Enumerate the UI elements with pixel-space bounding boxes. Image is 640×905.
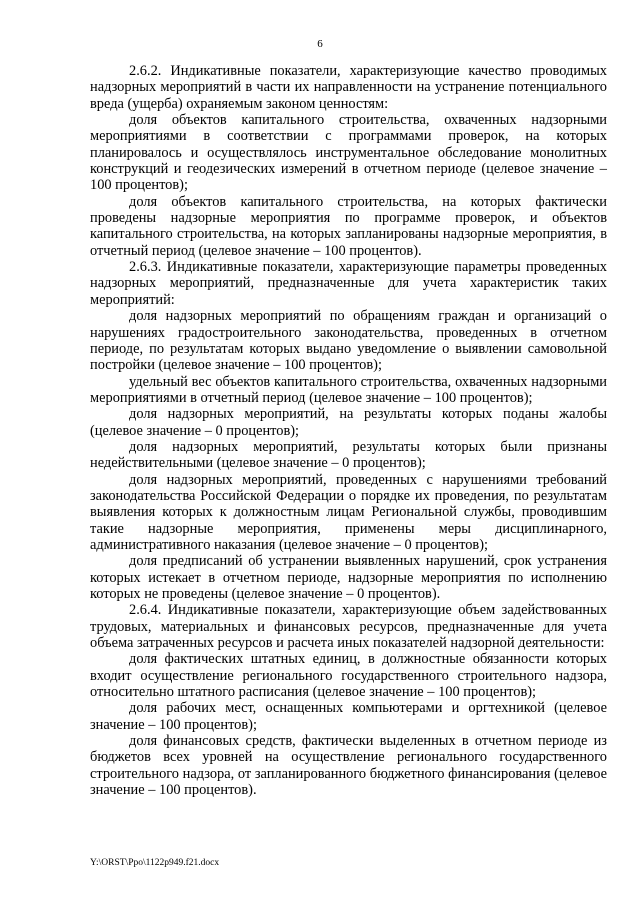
- section-2-6-2-heading: 2.6.2. Индикативные показатели, характеризующие качество проводимых надзорных мероприятий в части их направленности на устранение потенциального вреда (ущерба) охраняемым законом ценностям:: [90, 63, 607, 112]
- indicator-item: доля надзорных мероприятий, результаты которых были признаны недействительными (целевое значение – 0 процентов);: [90, 438, 607, 472]
- indicator-item: доля объектов капитального строительства, на которых фактически проведены надзорные мероприятия по программе проверок, и объектов капитального строительства, на которых запланированы надзорные мероприятия, в отчетный период (целевое значение – 100 процентов).: [90, 193, 607, 259]
- indicator-item: доля надзорных мероприятий, проведенных с нарушениями требований законодательства Российской Федерации о порядке их проведения, по результатам выявления которых к должностным лицам Региональной службы, проводившим такие надзорные мероприятия, применены меры дисциплинарного, административного наказания (целевое значение – 0 процентов);: [90, 471, 607, 553]
- indicator-item: доля надзорных мероприятий по обращениям граждан и организаций о нарушениях градостроительного законодательства, проведенных в отчетном периоде, по результатам которых выдано уведомление о выявлении самовольной постройки (целевое значение – 100 процентов);: [90, 308, 607, 374]
- indicator-item: доля финансовых средств, фактически выделенных в отчетном периоде из бюджетов всех уровней на осуществление регионального государственного строительного надзора, от запланированного бюджетного финансирования (целевое значение – 100 процентов).: [90, 733, 607, 799]
- indicator-item: удельный вес объектов капитального строительства, охваченных надзорными мероприятиями в отчетный период (целевое значение – 100 процентов);: [90, 373, 607, 406]
- section-2-6-3-heading: 2.6.3. Индикативные показатели, характеризующие параметры проведенных надзорных мероприятий, предназначенные для учета характеристик таких мероприятий:: [90, 259, 607, 308]
- page-number: 6: [317, 38, 323, 50]
- indicator-item: доля объектов капитального строительства, охваченных надзорными мероприятиями в соответствии с программами проверок, на которых планировалось и осуществлялось инструментальное обследование монолитных конструкций и геодезических измерений в отчетном периоде (целевое значение – 100 процентов);: [90, 112, 607, 194]
- indicator-item: доля предписаний об устранении выявленных нарушений, срок устранения которых истекает в отчетном периоде, надзорные мероприятия по исполнению которых не проведены (целевое значение – 0 процентов).: [90, 553, 607, 602]
- indicator-item: доля фактических штатных единиц, в должностные обязанности которых входит осуществление регионального государственного строительного надзора, относительно штатного расписания (целевое значение – 100 процентов);: [90, 651, 607, 701]
- indicator-item: доля рабочих мест, оснащенных компьютерами и оргтехникой (целевое значение – 100 процентов);: [90, 700, 607, 733]
- document-body: [90, 63, 607, 798]
- section-2-6-4-heading: 2.6.4. Индикативные показатели, характеризующие объем задействованных трудовых, материальных и финансовых ресурсов, предназначенные для учета объема затраченных ресурсов и расчета иных показателей надзорной деятельности:: [90, 602, 607, 652]
- footer-file-path: Y:\ORST\Ppo\1122p949.f21.docx: [90, 858, 220, 868]
- indicator-item: доля надзорных мероприятий, на результаты которых поданы жалобы (целевое значение – 0 процентов);: [90, 406, 607, 439]
